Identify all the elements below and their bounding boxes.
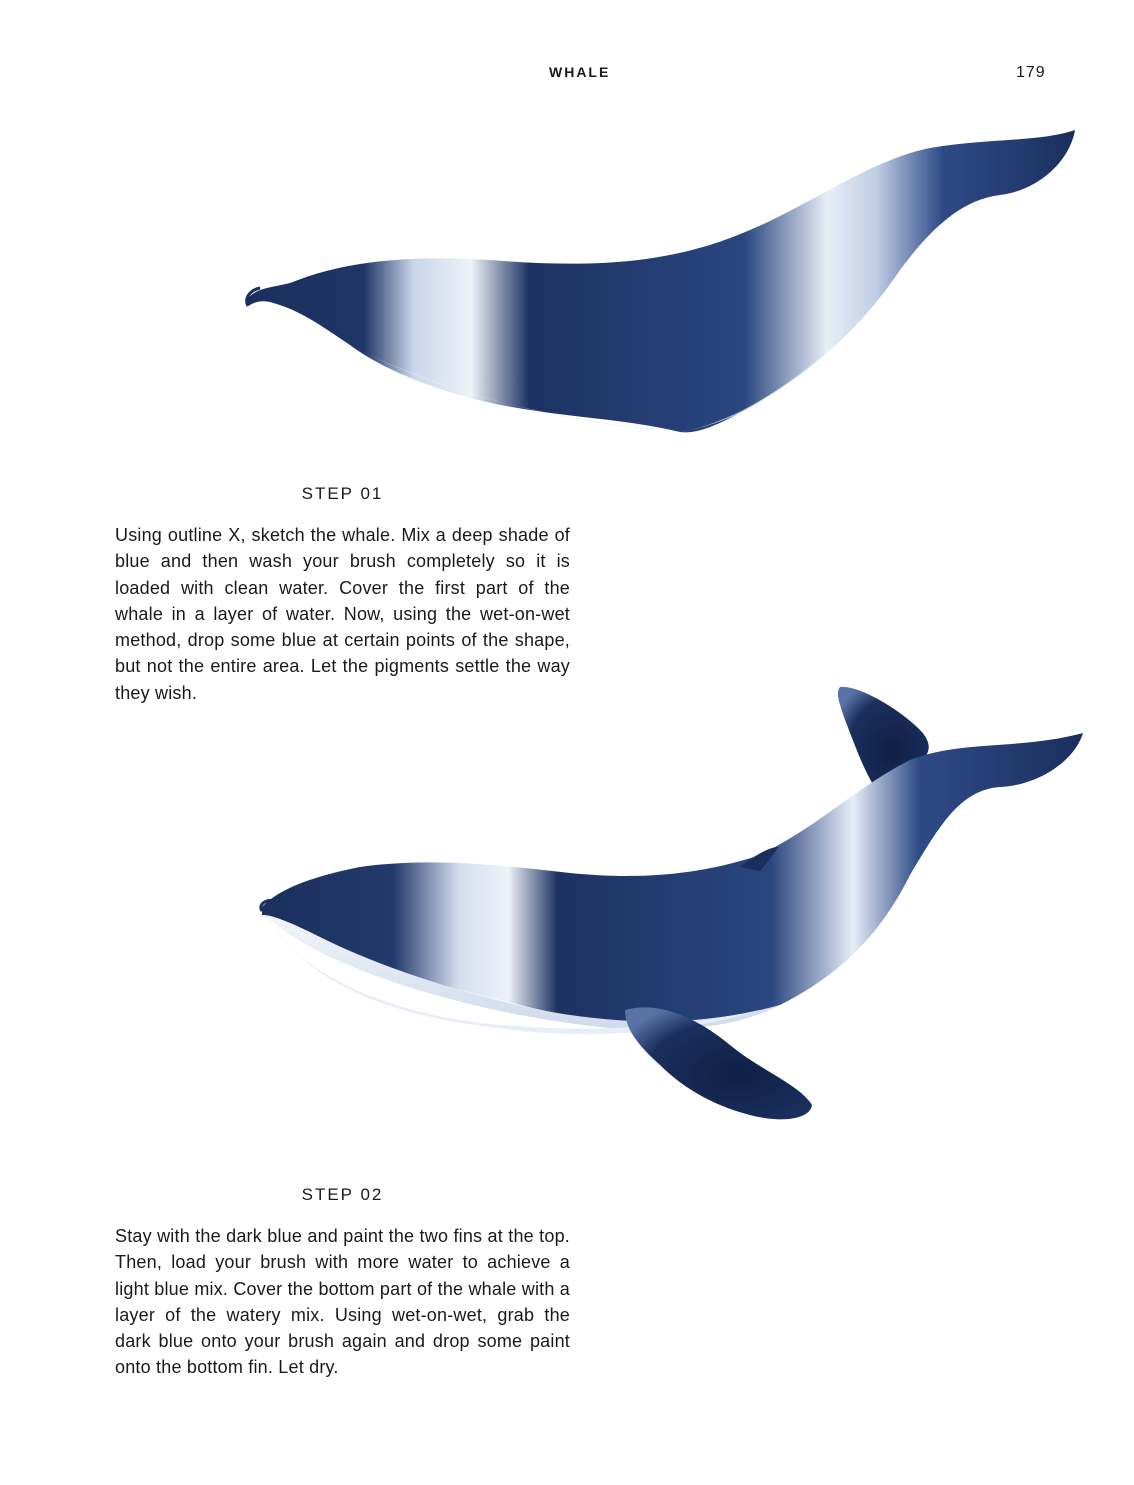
whale-illustration-step-02 — [240, 675, 1100, 1155]
step-body: Using outline X, sketch the whale. Mix a deep shade of blue and then wash your brush completely so it is loaded with clean water. Cover the first part of the whale in a layer of water. Now, using the wet-on-wet method, drop some blue at certain points of the shape, but not the entire area. Let the pigments settle the way they wish. — [115, 525, 570, 703]
step-heading: STEP 02 — [301, 1185, 384, 1204]
running-head — [0, 64, 1134, 86]
section-title: WHALE — [549, 64, 611, 80]
step-body: Stay with the dark blue and paint the two fins at the top. Then, load your brush with more water to achieve a light blue mix. Cover the bottom part of the whale with a layer of the watery mix. Using wet-on-wet, grab the dark blue onto your brush again and drop some paint onto the bottom fin. Let dry. — [115, 1226, 570, 1378]
step-02 — [115, 1185, 570, 1381]
whale-illustration-step-01 — [230, 120, 1090, 450]
page-number: 179 — [1016, 64, 1046, 81]
step-heading: STEP 01 — [301, 484, 384, 503]
step-01 — [115, 484, 570, 706]
